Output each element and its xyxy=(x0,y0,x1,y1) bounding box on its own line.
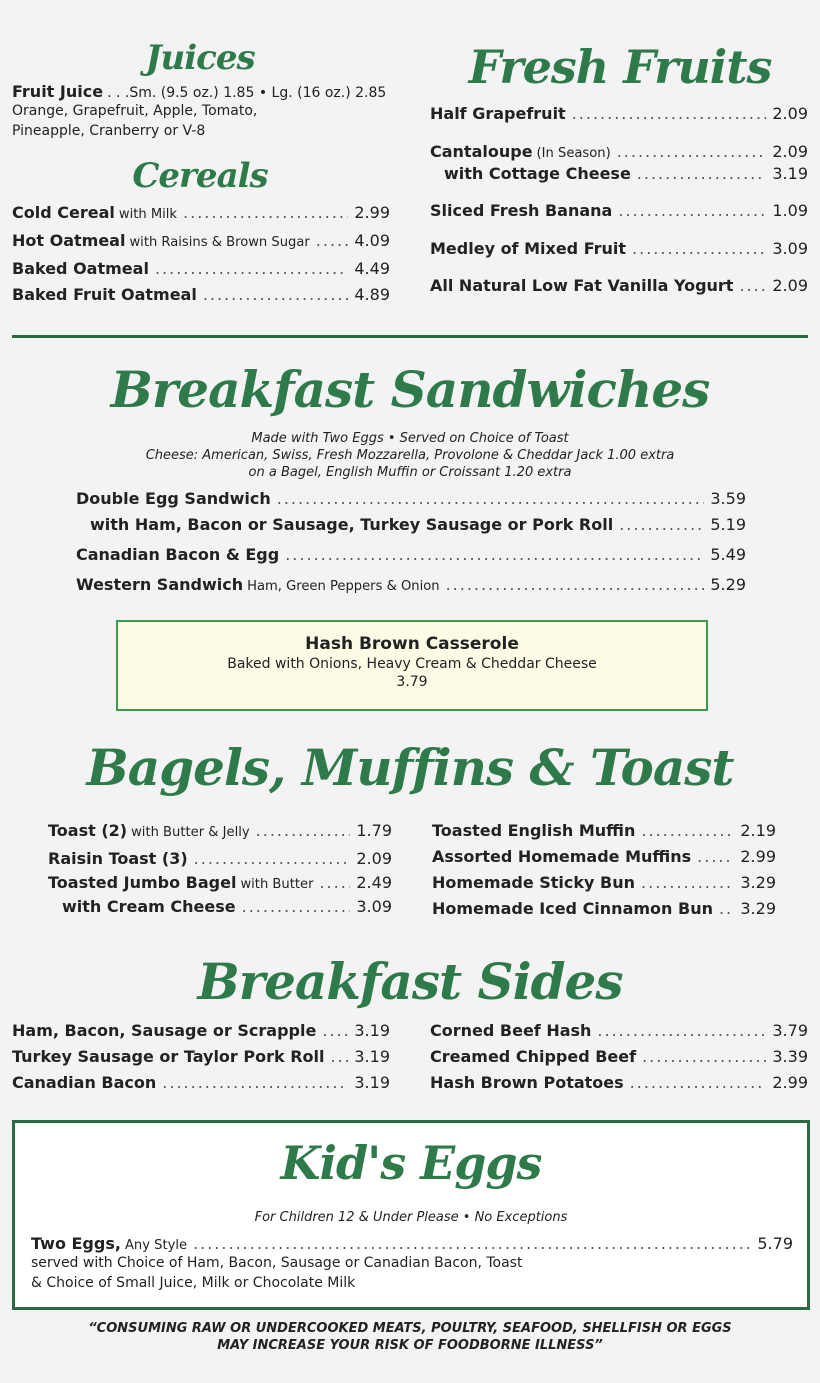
sandwiches-list xyxy=(76,489,746,601)
leader-dots xyxy=(193,1234,751,1253)
menu-item xyxy=(31,1234,793,1253)
leader-dots xyxy=(632,239,766,258)
section-divider xyxy=(12,335,808,338)
menu-item xyxy=(12,1018,390,1044)
bagels-right-list xyxy=(432,818,776,922)
item-price: 2.19 xyxy=(740,821,776,840)
casserole-name: Hash Brown Casserole xyxy=(305,634,519,654)
kids-eggs-desc-2: & Choice of Small Juice, Milk or Chocolate Milk xyxy=(31,1275,356,1291)
leader-dots xyxy=(572,104,767,123)
fresh-fruits-list xyxy=(430,104,808,300)
menu-item xyxy=(12,228,390,256)
menu-item xyxy=(432,870,776,896)
item-name: Toasted Jumbo Bagel xyxy=(48,873,237,892)
item-name: Homemade Iced Cinnamon Bun xyxy=(432,899,713,918)
menu-item xyxy=(12,282,390,308)
leader-dots xyxy=(316,228,349,254)
item-name: Cold Cereal xyxy=(12,203,115,222)
kids-eggs-title: Kid's Eggs xyxy=(280,1136,542,1190)
item-name: Two Eggs, xyxy=(31,1234,121,1253)
leader-dots xyxy=(330,1044,348,1070)
item-name: with Cream Cheese xyxy=(62,897,236,916)
leader-dots xyxy=(203,282,349,308)
item-desc: with Butter xyxy=(240,877,314,892)
sides-right-list xyxy=(430,1018,808,1096)
bagels-muffins-toast-title: Bagels, Muffins & Toast xyxy=(86,738,734,797)
item-price: 3.19 xyxy=(772,164,808,183)
leader-dots xyxy=(642,1044,766,1070)
item-price: 3.79 xyxy=(772,1021,808,1040)
leader-dots xyxy=(256,818,351,844)
kids-eggs-box xyxy=(12,1120,810,1310)
item-price: 3.09 xyxy=(356,897,392,916)
item-price: 2.49 xyxy=(356,873,392,892)
item-desc: Any Style xyxy=(124,1238,188,1253)
item-name: Homemade Sticky Bun xyxy=(432,873,636,892)
warning-line-1: “CONSUMING RAW OR UNDERCOOKED MEATS, POULTRY, SEAFOOD, SHELLFISH OR EGGS xyxy=(88,1321,732,1336)
leader-dots xyxy=(597,1018,766,1044)
item-name: Ham, Bacon, Sausage or Scrapple xyxy=(12,1021,317,1040)
item-price: 3.59 xyxy=(710,489,746,508)
sides-left-list xyxy=(12,1018,390,1096)
breakfast-sides-title: Breakfast Sides xyxy=(197,952,623,1011)
leader-dots xyxy=(162,1070,348,1096)
item-price: 4.09 xyxy=(354,231,390,250)
menu-item xyxy=(48,846,392,872)
menu-item xyxy=(430,1018,808,1044)
item-name: Assorted Homemade Muffins xyxy=(432,847,692,866)
leader-dots xyxy=(183,200,348,226)
item-price: 3.19 xyxy=(354,1047,390,1066)
item-desc: Ham, Green Peppers & Onion xyxy=(247,579,440,594)
leader-dots xyxy=(719,896,734,922)
item-desc: with Milk xyxy=(118,207,178,222)
item-name: with Ham, Bacon or Sausage, Turkey Sausage or Pork Roll xyxy=(90,515,614,534)
menu-item xyxy=(430,1044,808,1070)
leader-dots xyxy=(641,818,734,844)
fruit-juice-name: Fruit Juice xyxy=(12,82,104,101)
item-price: 2.99 xyxy=(740,847,776,866)
menu-item xyxy=(76,575,746,601)
item-price: 5.29 xyxy=(710,575,746,594)
kids-eggs-desc-1: served with Choice of Ham, Bacon, Sausage or Canadian Bacon, Toast xyxy=(31,1255,523,1271)
leader-dots xyxy=(446,575,705,594)
item-price: 2.99 xyxy=(354,203,390,222)
item-price: 2.09 xyxy=(772,142,808,161)
breakfast-sandwiches-title: Breakfast Sandwiches xyxy=(110,360,710,419)
menu-item xyxy=(430,104,808,142)
menu-item xyxy=(430,201,808,239)
item-price: 3.19 xyxy=(354,1073,390,1092)
leader-dots xyxy=(739,276,766,295)
item-name: Turkey Sausage or Taylor Pork Roll xyxy=(12,1047,325,1066)
item-name: All Natural Low Fat Vanilla Yogurt xyxy=(430,276,734,295)
item-price: 3.39 xyxy=(772,1047,808,1066)
item-price: 5.79 xyxy=(757,1234,793,1253)
menu-item xyxy=(432,818,776,844)
item-name: Western Sandwich xyxy=(76,575,244,594)
item-name: with Cottage Cheese xyxy=(444,164,631,183)
item-price: 1.79 xyxy=(356,821,392,840)
menu-item xyxy=(430,239,808,276)
fruit-juice-sizes: . . .Sm. (9.5 oz.) 1.85 • Lg. (16 oz.) 2.85 xyxy=(107,85,387,101)
leader-dots xyxy=(619,515,704,534)
item-price: 3.09 xyxy=(772,239,808,258)
item-name: Creamed Chipped Beef xyxy=(430,1047,637,1066)
fresh-fruits-title: Fresh Fruits xyxy=(468,40,772,94)
leader-dots xyxy=(194,846,351,872)
item-price: 5.49 xyxy=(710,545,746,564)
leader-dots xyxy=(322,1018,348,1044)
casserole-price: 3.79 xyxy=(396,674,428,690)
menu-item xyxy=(432,844,776,870)
item-price: 5.19 xyxy=(710,515,746,534)
warning-line-2: MAY INCREASE YOUR RISK OF FOODBORNE ILLNESS” xyxy=(217,1338,603,1353)
leader-dots xyxy=(285,545,704,564)
item-price: 2.09 xyxy=(772,104,808,123)
item-name: Sliced Fresh Banana xyxy=(430,201,613,220)
menu-item xyxy=(430,164,808,201)
hash-brown-casserole-box xyxy=(116,620,708,711)
item-desc: with Raisins & Brown Sugar xyxy=(129,235,310,250)
cereals-list xyxy=(12,200,390,308)
menu-item xyxy=(48,818,392,846)
item-price: 1.09 xyxy=(772,201,808,220)
cereals-title: Cereals xyxy=(132,156,268,196)
casserole-desc: Baked with Onions, Heavy Cream & Cheddar Cheese xyxy=(227,656,597,672)
foodborne-illness-warning xyxy=(0,1320,820,1354)
item-price: 2.09 xyxy=(356,849,392,868)
leader-dots xyxy=(641,870,734,896)
item-price: 4.89 xyxy=(354,285,390,304)
item-name: Canadian Bacon & Egg xyxy=(76,545,280,564)
item-desc: with Butter & Jelly xyxy=(131,825,250,840)
kids-eggs-note: For Children 12 & Under Please • No Exceptions xyxy=(254,1210,568,1225)
item-price: 2.99 xyxy=(772,1073,808,1092)
menu-item xyxy=(76,545,746,575)
item-price: 3.29 xyxy=(740,899,776,918)
menu-item xyxy=(76,515,746,545)
menu-item xyxy=(12,256,390,282)
item-price: 2.09 xyxy=(772,276,808,295)
item-name: Hot Oatmeal xyxy=(12,231,126,250)
bagels-left-list xyxy=(48,818,392,918)
menu-item xyxy=(76,489,746,515)
fruit-juice-flavors-2: Pineapple, Cranberry or V-8 xyxy=(12,123,206,139)
item-name: Toasted English Muffin xyxy=(432,821,636,840)
menu-item xyxy=(432,896,776,922)
menu-item xyxy=(48,896,392,918)
juices-title: Juices xyxy=(145,38,255,78)
menu-item xyxy=(430,1070,808,1096)
juices-section xyxy=(12,82,402,141)
sandwiches-note xyxy=(0,430,820,481)
item-price: 3.29 xyxy=(740,873,776,892)
item-name: Canadian Bacon xyxy=(12,1073,157,1092)
menu-item xyxy=(12,200,390,228)
menu-item xyxy=(12,1044,390,1070)
leader-dots xyxy=(242,896,351,918)
leader-dots xyxy=(630,1070,767,1096)
item-desc: (In Season) xyxy=(536,146,611,161)
item-name: Hash Brown Potatoes xyxy=(430,1073,624,1092)
item-name: Baked Oatmeal xyxy=(12,259,149,278)
menu-item xyxy=(48,872,392,896)
fruit-juice-flavors-1: Orange, Grapefruit, Apple, Tomato, xyxy=(12,103,258,119)
leader-dots xyxy=(697,844,734,870)
leader-dots xyxy=(618,201,766,220)
sandwiches-note-eggs: Made with Two Eggs • Served on Choice of Toast xyxy=(251,431,569,446)
item-name: Baked Fruit Oatmeal xyxy=(12,285,197,304)
item-name: Medley of Mixed Fruit xyxy=(430,239,627,258)
leader-dots xyxy=(637,164,767,183)
item-price: 4.49 xyxy=(354,259,390,278)
item-name: Corned Beef Hash xyxy=(430,1021,592,1040)
item-name: Cantaloupe xyxy=(430,142,533,161)
item-name: Half Grapefruit xyxy=(430,104,566,123)
sandwiches-note-cheese: Cheese: American, Swiss, Fresh Mozzarella, Provolone & Cheddar Jack 1.00 extra xyxy=(145,448,675,463)
leader-dots xyxy=(617,142,767,161)
item-name: Toast (2) xyxy=(48,821,128,840)
menu-item xyxy=(430,142,808,164)
item-price: 3.19 xyxy=(354,1021,390,1040)
sandwiches-note-bagel: on a Bagel, English Muffin or Croissant 1.20 extra xyxy=(248,465,572,480)
leader-dots xyxy=(155,256,348,282)
leader-dots xyxy=(319,872,350,894)
menu-item xyxy=(430,276,808,300)
item-name: Double Egg Sandwich xyxy=(76,489,271,508)
leader-dots xyxy=(277,489,705,508)
item-name: Raisin Toast (3) xyxy=(48,849,188,868)
menu-item xyxy=(12,1070,390,1096)
